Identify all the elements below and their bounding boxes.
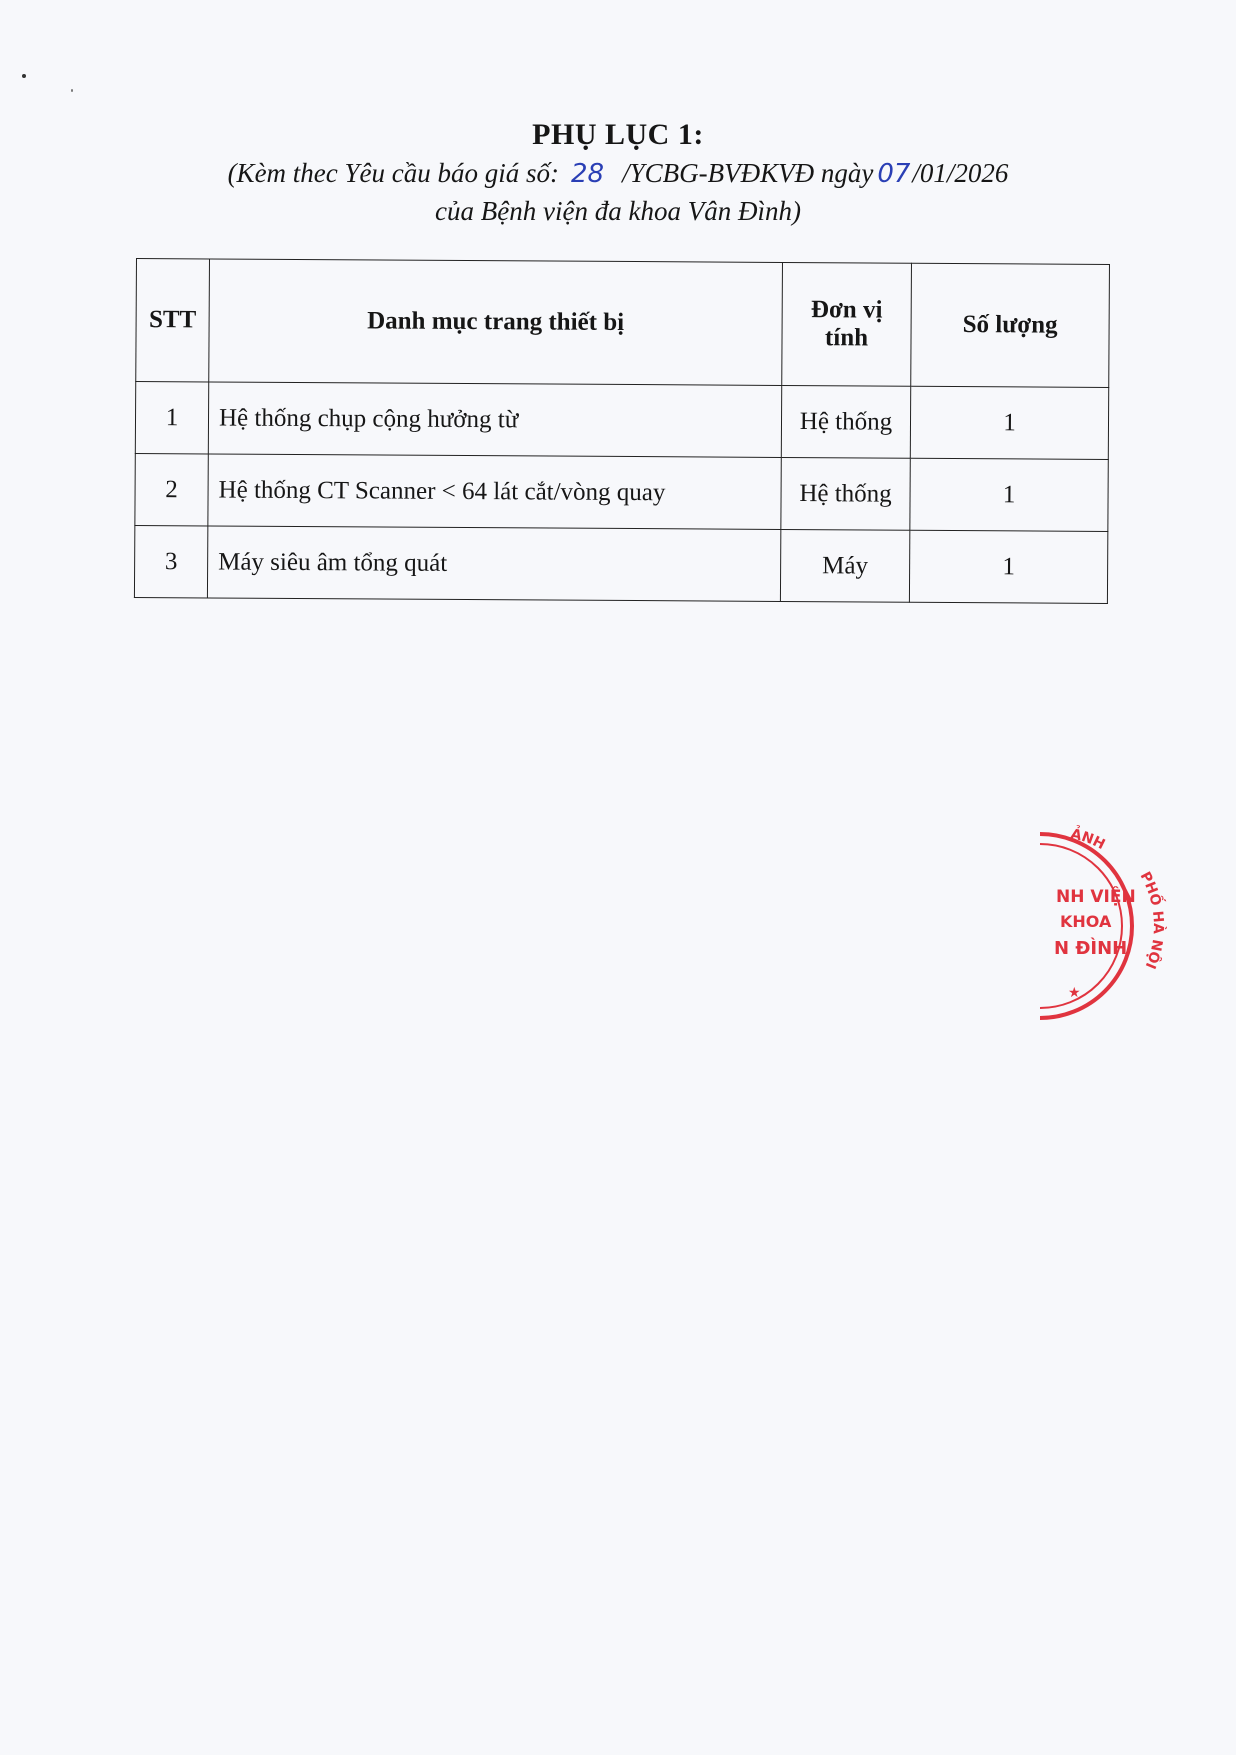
header-equipment-name: Danh mục trang thiết bị — [209, 259, 783, 385]
cell-unit: Hệ thống — [781, 385, 910, 458]
header-unit — [782, 262, 912, 386]
cell-equipment-name: Hệ thống CT Scanner < 64 lát cắt/vòng quay — [208, 454, 781, 529]
subtitle-prefix: (Kèm thec Yêu cầu báo giá số: — [227, 158, 559, 188]
cell-stt: 3 — [134, 525, 207, 597]
table-row — [134, 525, 1107, 603]
table-row — [135, 382, 1108, 460]
cell-quantity: 1 — [910, 386, 1108, 459]
equipment-table — [134, 258, 1110, 604]
cell-unit: Máy — [780, 529, 909, 602]
stamp-text-top: ẢNH — [1069, 826, 1108, 854]
table-row — [135, 453, 1108, 531]
cell-equipment-name: Máy siêu âm tổng quát — [207, 526, 780, 601]
hospital-seal-stamp — [1040, 820, 1190, 1020]
cell-unit: Hệ thống — [781, 457, 910, 530]
table-header-row — [136, 259, 1110, 388]
stamp-line3: N ĐÌNH — [1054, 938, 1128, 959]
cell-quantity: 1 — [909, 530, 1107, 603]
handwritten-date-day: 07 — [877, 159, 911, 189]
header-quantity: Số lượng — [911, 263, 1110, 387]
subtitle-date-rest: /01/2026 — [912, 158, 1009, 188]
subtitle-request-code: /YCBG-BVĐKVĐ ngày — [622, 158, 874, 188]
header-unit-line2: tính — [824, 324, 869, 352]
appendix-subtitle — [0, 158, 1236, 189]
appendix-issuer: của Bệnh viện đa khoa Vân Đình) — [435, 196, 801, 226]
appendix-title: PHỤ LỤC 1: — [532, 118, 704, 151]
cell-quantity: 1 — [910, 458, 1108, 531]
cell-stt: 2 — [135, 453, 208, 525]
stamp-text-right: PHỐ HÀ NỘI — [1136, 869, 1167, 972]
scan-speck — [71, 89, 73, 92]
stamp-line1: NH VIỆN — [1056, 887, 1136, 907]
cell-equipment-name: Hệ thống chụp cộng hưởng từ — [208, 382, 781, 457]
svg-text:PHỐ HÀ NỘI — [1137, 869, 1168, 971]
stamp-star-icon: ★ — [1068, 985, 1081, 1001]
header-stt: STT — [136, 259, 210, 382]
header-unit-line1: Đơn vị — [810, 296, 883, 324]
cell-stt: 1 — [135, 382, 208, 454]
handwritten-request-number: 28 — [571, 159, 605, 189]
scan-speck — [22, 74, 26, 78]
stamp-line2: KHOA — [1060, 912, 1112, 931]
